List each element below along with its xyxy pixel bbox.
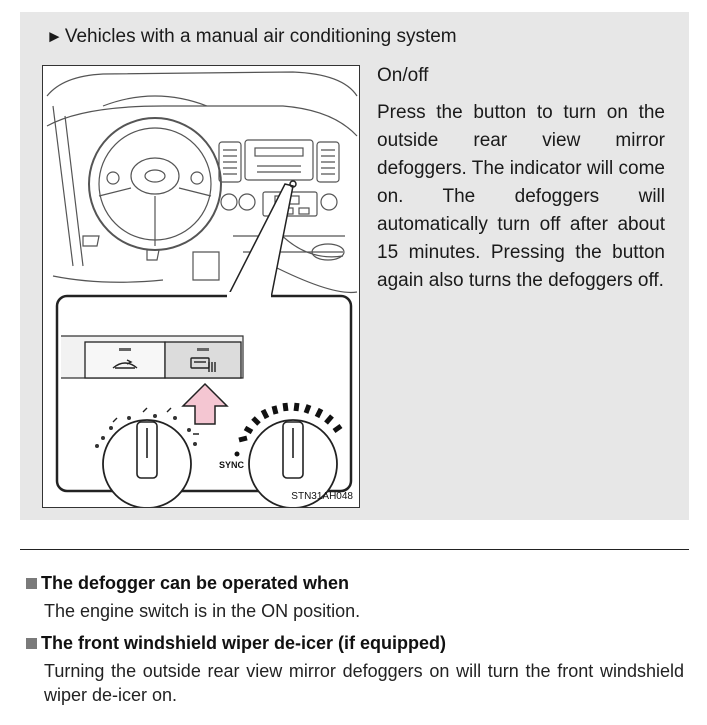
dashboard-figure [42,65,360,508]
note-title-text: The defogger can be operated when [41,573,350,593]
instruction-text [377,62,665,295]
defogger-indicator [197,348,209,351]
info-panel [20,12,689,520]
square-bullet-icon [26,638,37,649]
note-title [24,632,684,654]
vehicle-heading-text: Vehicles with a manual air conditioning system [64,26,457,47]
recirculation-button [85,342,165,378]
section-divider [20,549,689,550]
note-title-text: The front windshield wiper de-icer (if equipped) [41,633,447,653]
instruction-title: On/off [377,65,429,86]
dashboard-illustration [43,66,360,508]
recirculation-indicator [119,348,131,351]
triangle-marker-icon: ► [46,27,63,46]
note-wiper-deicer [24,632,684,707]
vehicle-heading [46,26,457,48]
figure-code: STN31AH048 [291,491,353,502]
note-operation-condition [24,572,684,623]
sync-label: SYNC [219,460,245,470]
note-body: Turning the outside rear view mirror defoggers on will turn the front windshield wiper de-icer on. [44,661,684,705]
square-bullet-icon [26,578,37,589]
mirror-defogger-button [165,342,241,378]
instruction-body: Press the button to turn on the outside rear view mirror defoggers. The indicator will come on. The defoggers will automatically turn off after about 15 minutes. Pressing the button again also turns the defoggers off. [377,102,665,291]
note-body: The engine switch is in the ON position. [44,601,361,621]
note-title [24,572,684,594]
